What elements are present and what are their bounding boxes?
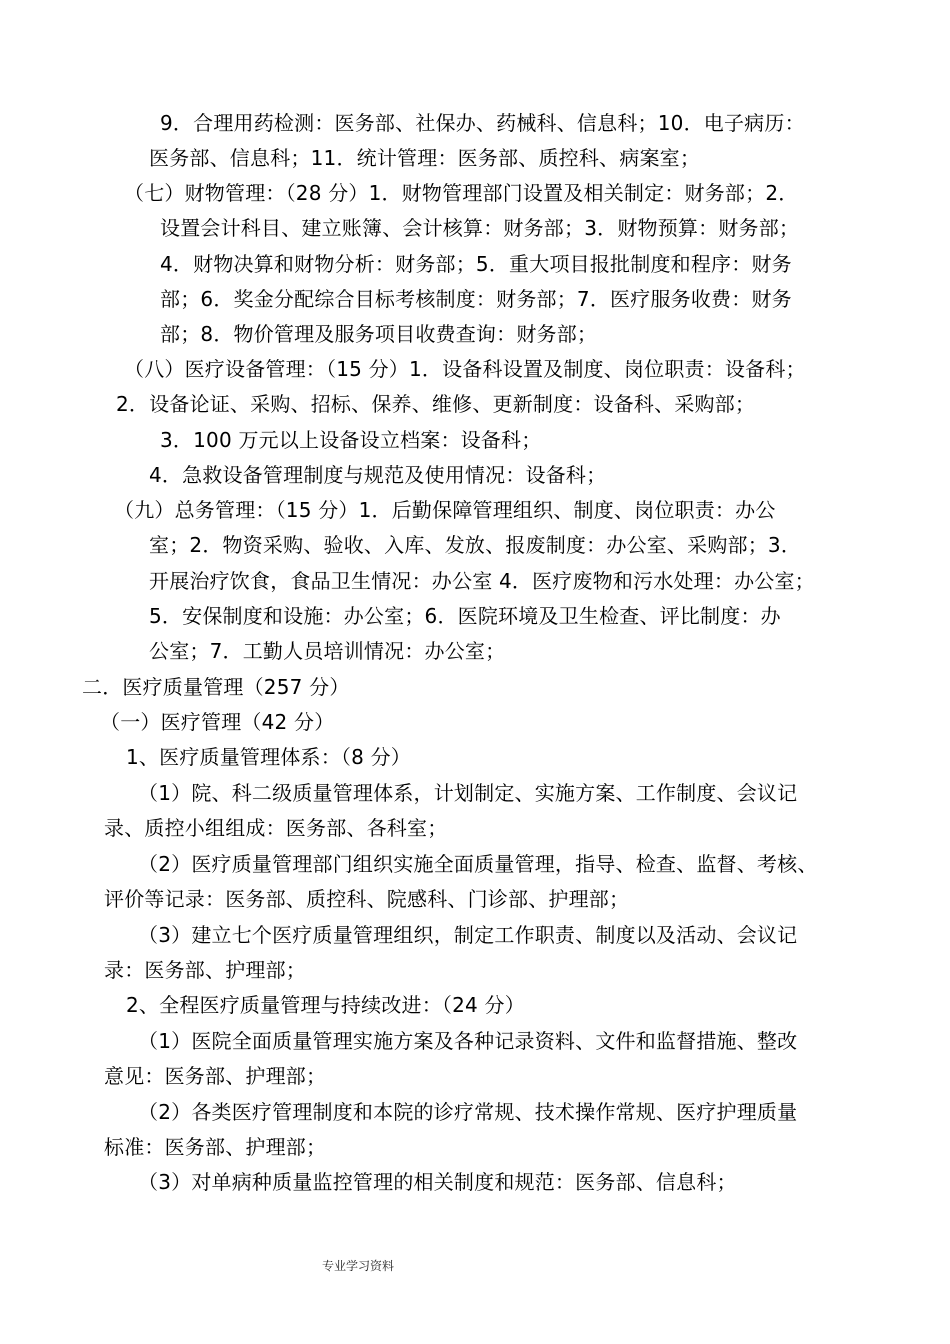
page-footer: 专业学习资料 (322, 1259, 395, 1273)
text-line: 3．100 万元以上设备设立档案：设备科； (160, 428, 542, 452)
section-heading-8: （八）医疗设备管理：（15 分）1．设备科设置及制度、岗位职责：设备科； (124, 357, 806, 381)
text-line: 2．设备论证、采购、招标、保养、维修、更新制度：设备科、采购部； (116, 392, 756, 416)
chapter-heading: 二．医疗质量管理（257 分） (82, 675, 350, 699)
text-line: 开展治疗饮食，食品卫生情况：办公室 4．医疗废物和污水处理：办公室； (149, 569, 815, 593)
item-heading: 1、医疗质量管理体系：（8 分） (126, 745, 412, 769)
text-line: 公室；7．工勤人员培训情况：办公室； (149, 639, 506, 663)
section-heading-7: （七）财物管理：（28 分）1．财物管理部门设置及相关制定：财务部；2． (124, 181, 799, 205)
text-line: 设置会计科目、建立账簿、会计核算：财务部；3．财物预算：财务部； (160, 216, 800, 240)
text-line: 意见：医务部、护理部； (104, 1064, 327, 1088)
text-line: 标准：医务部、护理部； (104, 1135, 327, 1159)
text-line: 录、质控小组组成：医务部、各科室； (104, 816, 448, 840)
text-line: 9．合理用药检测：医务部、社保办、药械科、信息科；10．电子病历： (160, 111, 805, 135)
text-line: 4．财物决算和财物分析：财务部；5．重大项目报批制度和程序：财务 (160, 252, 792, 276)
text-line: 医务部、信息科；11．统计管理：医务部、质控科、病案室； (149, 146, 701, 170)
section-heading-9: （九）总务管理：（15 分）1．后勤保障管理组织、制度、岗位职责：办公 (114, 498, 776, 522)
text-line: 录：医务部、护理部； (104, 958, 306, 982)
text-line: （2）医疗质量管理部门组织实施全面质量管理，指导、检查、监督、考核、 (138, 852, 818, 876)
item-heading: 2、全程医疗质量管理与持续改进：（24 分） (126, 993, 525, 1017)
text-line: 5．安保制度和设施：办公室；6．医院环境及卫生检查、评比制度：办 (149, 604, 781, 628)
text-line: （3）建立七个医疗质量管理组织，制定工作职责、制度以及活动、会议记 (138, 923, 798, 947)
text-line: （1）医院全面质量管理实施方案及各种记录资料、文件和监督措施、整改 (138, 1029, 798, 1053)
text-line: 部；6．奖金分配综合目标考核制度：财务部；7．医疗服务收费：财务 (160, 287, 792, 311)
text-line: 评价等记录：医务部、质控科、院感科、门诊部、护理部； (104, 887, 630, 911)
text-line: （1）院、科二级质量管理体系，计划制定、实施方案、工作制度、会议记 (138, 781, 798, 805)
text-line: 室；2．物资采购、验收、入库、发放、报废制度：办公室、采购部；3． (149, 533, 802, 557)
text-line: 部；8．物价管理及服务项目收费查询：财务部； (160, 322, 598, 346)
text-line: （2）各类医疗管理制度和本院的诊疗常规、技术操作常规、医疗护理质量 (138, 1100, 798, 1124)
text-line: （3）对单病种质量监控管理的相关制度和规范：医务部、信息科； (138, 1170, 737, 1194)
text-line: 4．急救设备管理制度与规范及使用情况：设备科； (149, 463, 607, 487)
subsection-heading: （一）医疗管理（42 分） (100, 710, 335, 734)
